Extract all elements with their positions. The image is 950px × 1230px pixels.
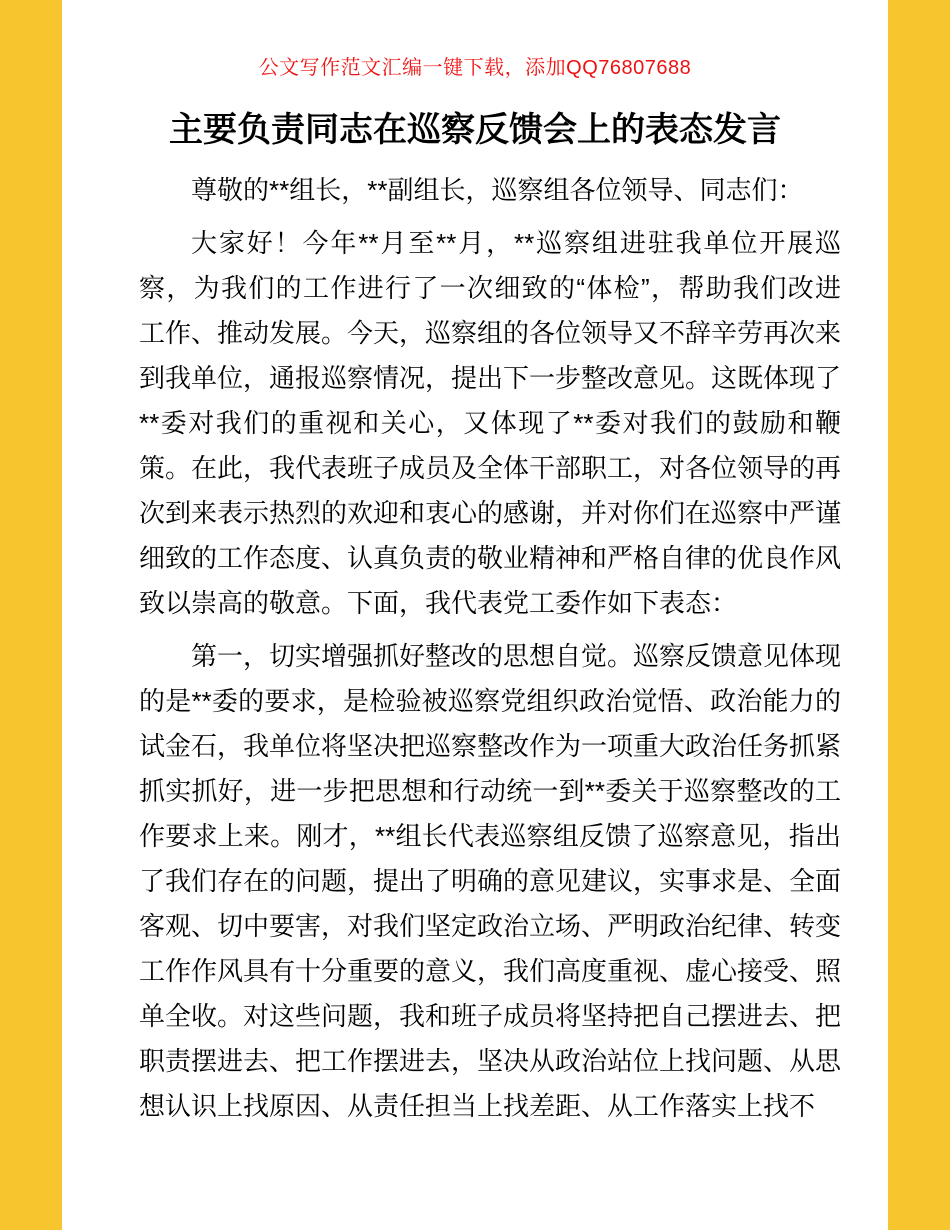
text-line: 职责摆进去、把工作摆进去，坚决从政治站位上找问题、从思 — [139, 1046, 842, 1076]
text-line: 察，为我们的工作进行了一次细致的“体检”，帮助我们改进 — [139, 273, 841, 303]
text-line: 第一，切实增强抓好整改的思想自觉。巡察反馈意见体现 — [191, 641, 842, 671]
text-line: 的是**委的要求，是检验被巡察党组织政治觉悟、政治能力的 — [139, 686, 841, 716]
paragraph — [139, 168, 841, 213]
text-line: 工作、推动发展。今天，巡察组的各位领导又不辞辛劳再次来 — [139, 318, 842, 348]
text-line: 工作作风具有十分重要的意义，我们高度重视、虚心接受、照 — [139, 956, 842, 986]
text-line: 致以崇高的敬意。下面，我代表党工委作如下表态： — [139, 588, 738, 618]
document-body — [139, 168, 841, 1129]
text-line: 尊敬的**组长，**副组长，巡察组各位领导、同志们： — [191, 175, 804, 205]
text-line: 次到来表示热烈的欢迎和衷心的感谢，并对你们在巡察中严谨 — [139, 498, 842, 528]
text-line: 作要求上来。刚才，**组长代表巡察组反馈了巡察意见，指出 — [139, 821, 841, 851]
document-title: 主要负责同志在巡察反馈会上的表态发言 — [169, 111, 781, 149]
text-line: 客观、切中要害，对我们坚定政治立场、严明政治纪律、转变 — [139, 911, 842, 941]
promo-notice: 公文写作范文汇编一键下载，添加QQ76807688 — [258, 57, 692, 79]
text-line: 单全收。对这些问题，我和班子成员将坚持把自己摆进去、把 — [139, 1001, 842, 1031]
text-line: 细致的工作态度、认真负责的敬业精神和严格自律的优良作风 — [139, 543, 842, 573]
text-line: 试金石，我单位将坚决把巡察整改作为一项重大政治任务抓紧 — [139, 731, 842, 761]
text-line: 到我单位，通报巡察情况，提出下一步整改意见。这既体现了 — [139, 363, 842, 393]
text-line: 大家好！今年**月至**月，**巡察组进驻我单位开展巡 — [191, 228, 841, 258]
text-line: **委对我们的重视和关心，又体现了**委对我们的鼓励和鞭 — [139, 408, 841, 438]
document-page — [62, 0, 888, 1230]
paragraph — [139, 221, 841, 626]
text-line: 了我们存在的问题，提出了明确的意见建议，实事求是、全面 — [139, 866, 842, 896]
paragraph — [139, 634, 841, 1129]
text-line: 抓实抓好，进一步把思想和行动统一到**委关于巡察整改的工 — [139, 776, 841, 806]
text-line: 策。在此，我代表班子成员及全体干部职工，对各位领导的再 — [139, 453, 842, 483]
text-line: 想认识上找原因、从责任担当上找差距、从工作落实上找不 — [139, 1091, 816, 1121]
